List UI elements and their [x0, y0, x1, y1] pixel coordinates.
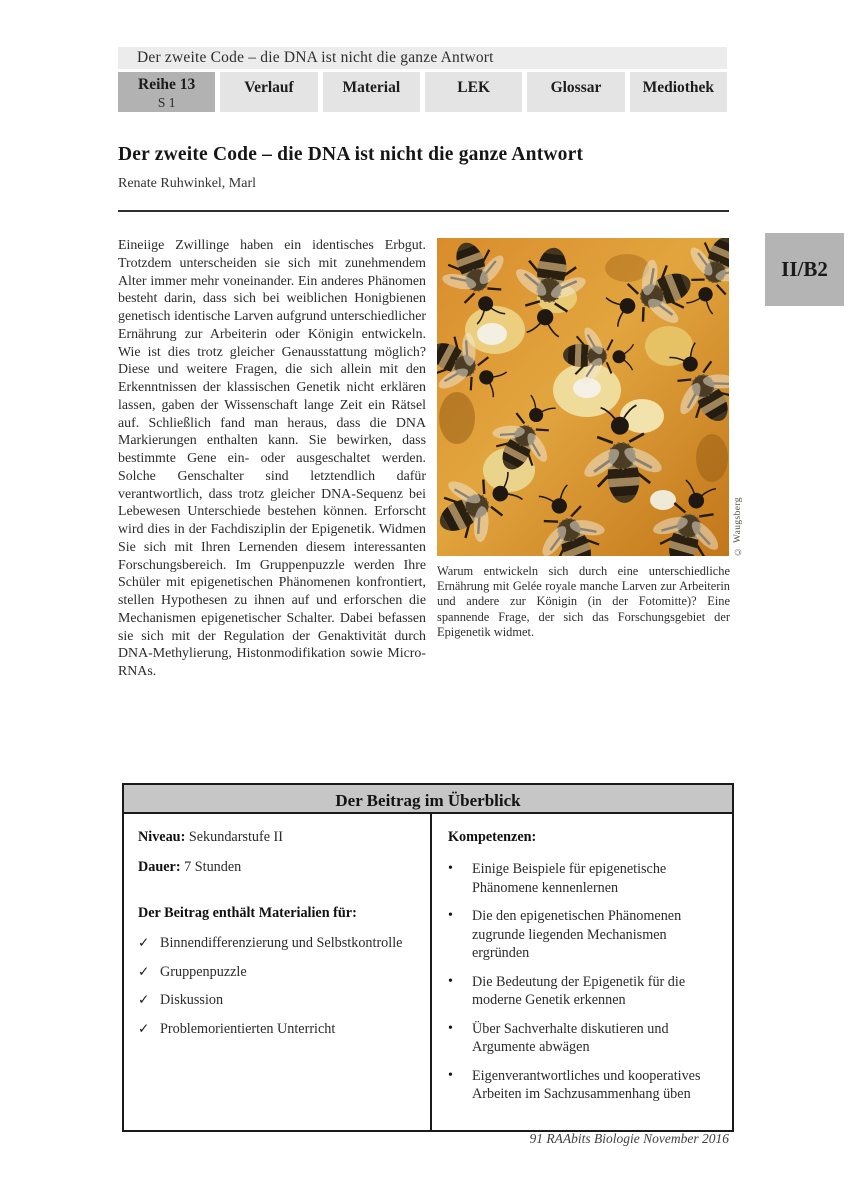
overview-right-cell	[432, 814, 732, 1130]
kompetenzen-heading: Kompetenzen:	[448, 829, 537, 845]
check-icon: ✓	[138, 963, 150, 980]
dauer-value: 7 Stunden	[184, 859, 242, 875]
material-item-label: Gruppenpuzzle	[160, 963, 247, 980]
material-item-label: Diskussion	[160, 992, 224, 1008]
tab-mediothek[interactable]: Mediothek	[630, 72, 727, 112]
kompetenz-item	[448, 860, 716, 897]
dauer-row	[138, 858, 414, 877]
kompetenz-item	[448, 907, 716, 963]
material-item	[138, 963, 414, 982]
bullet-icon: •	[448, 908, 453, 923]
dauer-label: Dauer:	[138, 859, 181, 875]
photo-credit: © Waugsberg	[733, 497, 743, 556]
tab-reihe-sub: S 1	[157, 95, 176, 110]
running-title: Der zweite Code – die DNA ist nicht die ganze Antwort	[118, 47, 727, 69]
overview-table	[122, 783, 734, 1132]
tab-verlauf[interactable]: Verlauf	[220, 72, 317, 112]
overview-body	[122, 814, 734, 1132]
tab-material[interactable]: Material	[323, 72, 420, 112]
page-footer: 91 RAAbits Biologie November 2016	[529, 1131, 729, 1146]
kompetenz-item-label: Die den epigenetischen Phänomenen zugrunde liegenden Mechanismen ergründen	[472, 908, 682, 961]
material-item-label: Problemorientierten Unterricht	[160, 1020, 336, 1037]
bullet-icon: •	[448, 861, 453, 876]
section-badge: II/B2	[765, 233, 844, 306]
niveau-row	[138, 828, 414, 847]
check-icon: ✓	[138, 1020, 150, 1037]
kompetenz-item-label: Eigenverantwortliches und kooperatives Arbeiten im Sachzusammenhang üben	[472, 1067, 701, 1102]
check-icon: ✓	[138, 935, 150, 951]
kompetenz-item-label: Über Sachverhalte diskutieren und Argumente abwägen	[472, 1020, 669, 1055]
niveau-label: Niveau:	[138, 829, 186, 845]
intro-text: Eineiige Zwillinge haben ein identisches Erbgut. Trotzdem unterscheiden sie sich mit zunehmendem Alter immer mehr voneinander. Ein anderes Phänomen besteht darin, dass sich bei weiblichen Honigbienen genetisch identische Larven aufgrund unterschiedlicher Ernährung zur Arbeiterin oder Königin entwickeln. Wie ist dies trotz gleicher Genausstattung möglich? Diese und weitere Fragen, die sich allein mit den Erkenntnissen der klassischen Genetik nicht erklären lassen, gaben der Wissenschaft lange Zeit ein Rätsel auf. Schließlich fand man heraus, dass die DNA Markierungen enthalten kann. Sie bewirken, dass bestimmte Gene ein- oder ausgeschaltet werden. Solche Genschalter sind letztendlich dafür verantwortlich, dass trotz gleicher DNA-Sequenz bei Lebewesen Unterschiede bestehen können. Erforscht wird dies in der Fachdisziplin der Epigenetik. Widmen Sie sich mit Ihren Lernenden diesem interessanten Forschungsbereich. Im Gruppenpuzzle werden Ihre Schüler mit epigenetischen Phänomenen konfrontiert, stellen Hypothesen zu ihnen auf und erforschen die Mechanismen epigenetischer Schalter. Dabei befassen sie sich mit der Regulation der Genaktivität durch DNA-Methylierung, Histonmodifikation sowie Micro-RNAs.	[118, 238, 426, 679]
divider-rule	[118, 210, 729, 212]
overview-left-cell	[124, 814, 432, 1130]
tab-glossar[interactable]: Glossar	[527, 72, 624, 112]
material-item	[138, 1020, 414, 1039]
kompetenz-item	[448, 1020, 716, 1057]
kompetenz-item-label: Einige Beispiele für epigenetische Phänomene kennenlernen	[472, 861, 667, 896]
material-item	[138, 934, 414, 953]
check-icon: ✓	[138, 992, 150, 1008]
kompetenz-item	[448, 1067, 716, 1104]
material-item-label: Binnendifferenzierung und Selbstkontrolle	[160, 935, 403, 951]
kompetenz-item-label: Die Bedeutung der Epigenetik für die moderne Genetik erkennen	[472, 973, 686, 1008]
bullet-icon: •	[448, 1020, 453, 1036]
niveau-value: Sekundarstufe II	[188, 829, 284, 845]
tab-bar	[118, 72, 727, 112]
page-title: Der zweite Code – die DNA ist nicht die ganze Antwort	[118, 144, 584, 165]
photo-caption: Warum entwickeln sich durch eine unterschiedliche Ernährung mit Gelée royale manche Larven zur Arbeiterin und andere zur Königin (in der Fotomitte)? Eine spannende Frage, der sich das Forschungsgebiet der Epigenetik widmet.	[437, 564, 730, 639]
tab-lek[interactable]: LEK	[425, 72, 522, 112]
bullet-icon: •	[448, 1067, 453, 1083]
material-item	[138, 991, 414, 1010]
bee-photo	[437, 238, 729, 556]
kompetenz-item	[448, 973, 716, 1010]
bullet-icon: •	[448, 973, 453, 989]
tab-reihe-label: Reihe 13	[138, 76, 196, 93]
materials-heading: Der Beitrag enthält Materialien für:	[138, 905, 357, 921]
bee-photo-illustration	[437, 238, 729, 556]
overview-title: Der Beitrag im Überblick	[122, 783, 734, 814]
author-line: Renate Ruhwinkel, Marl	[118, 176, 257, 191]
tab-reihe[interactable]	[118, 72, 215, 112]
